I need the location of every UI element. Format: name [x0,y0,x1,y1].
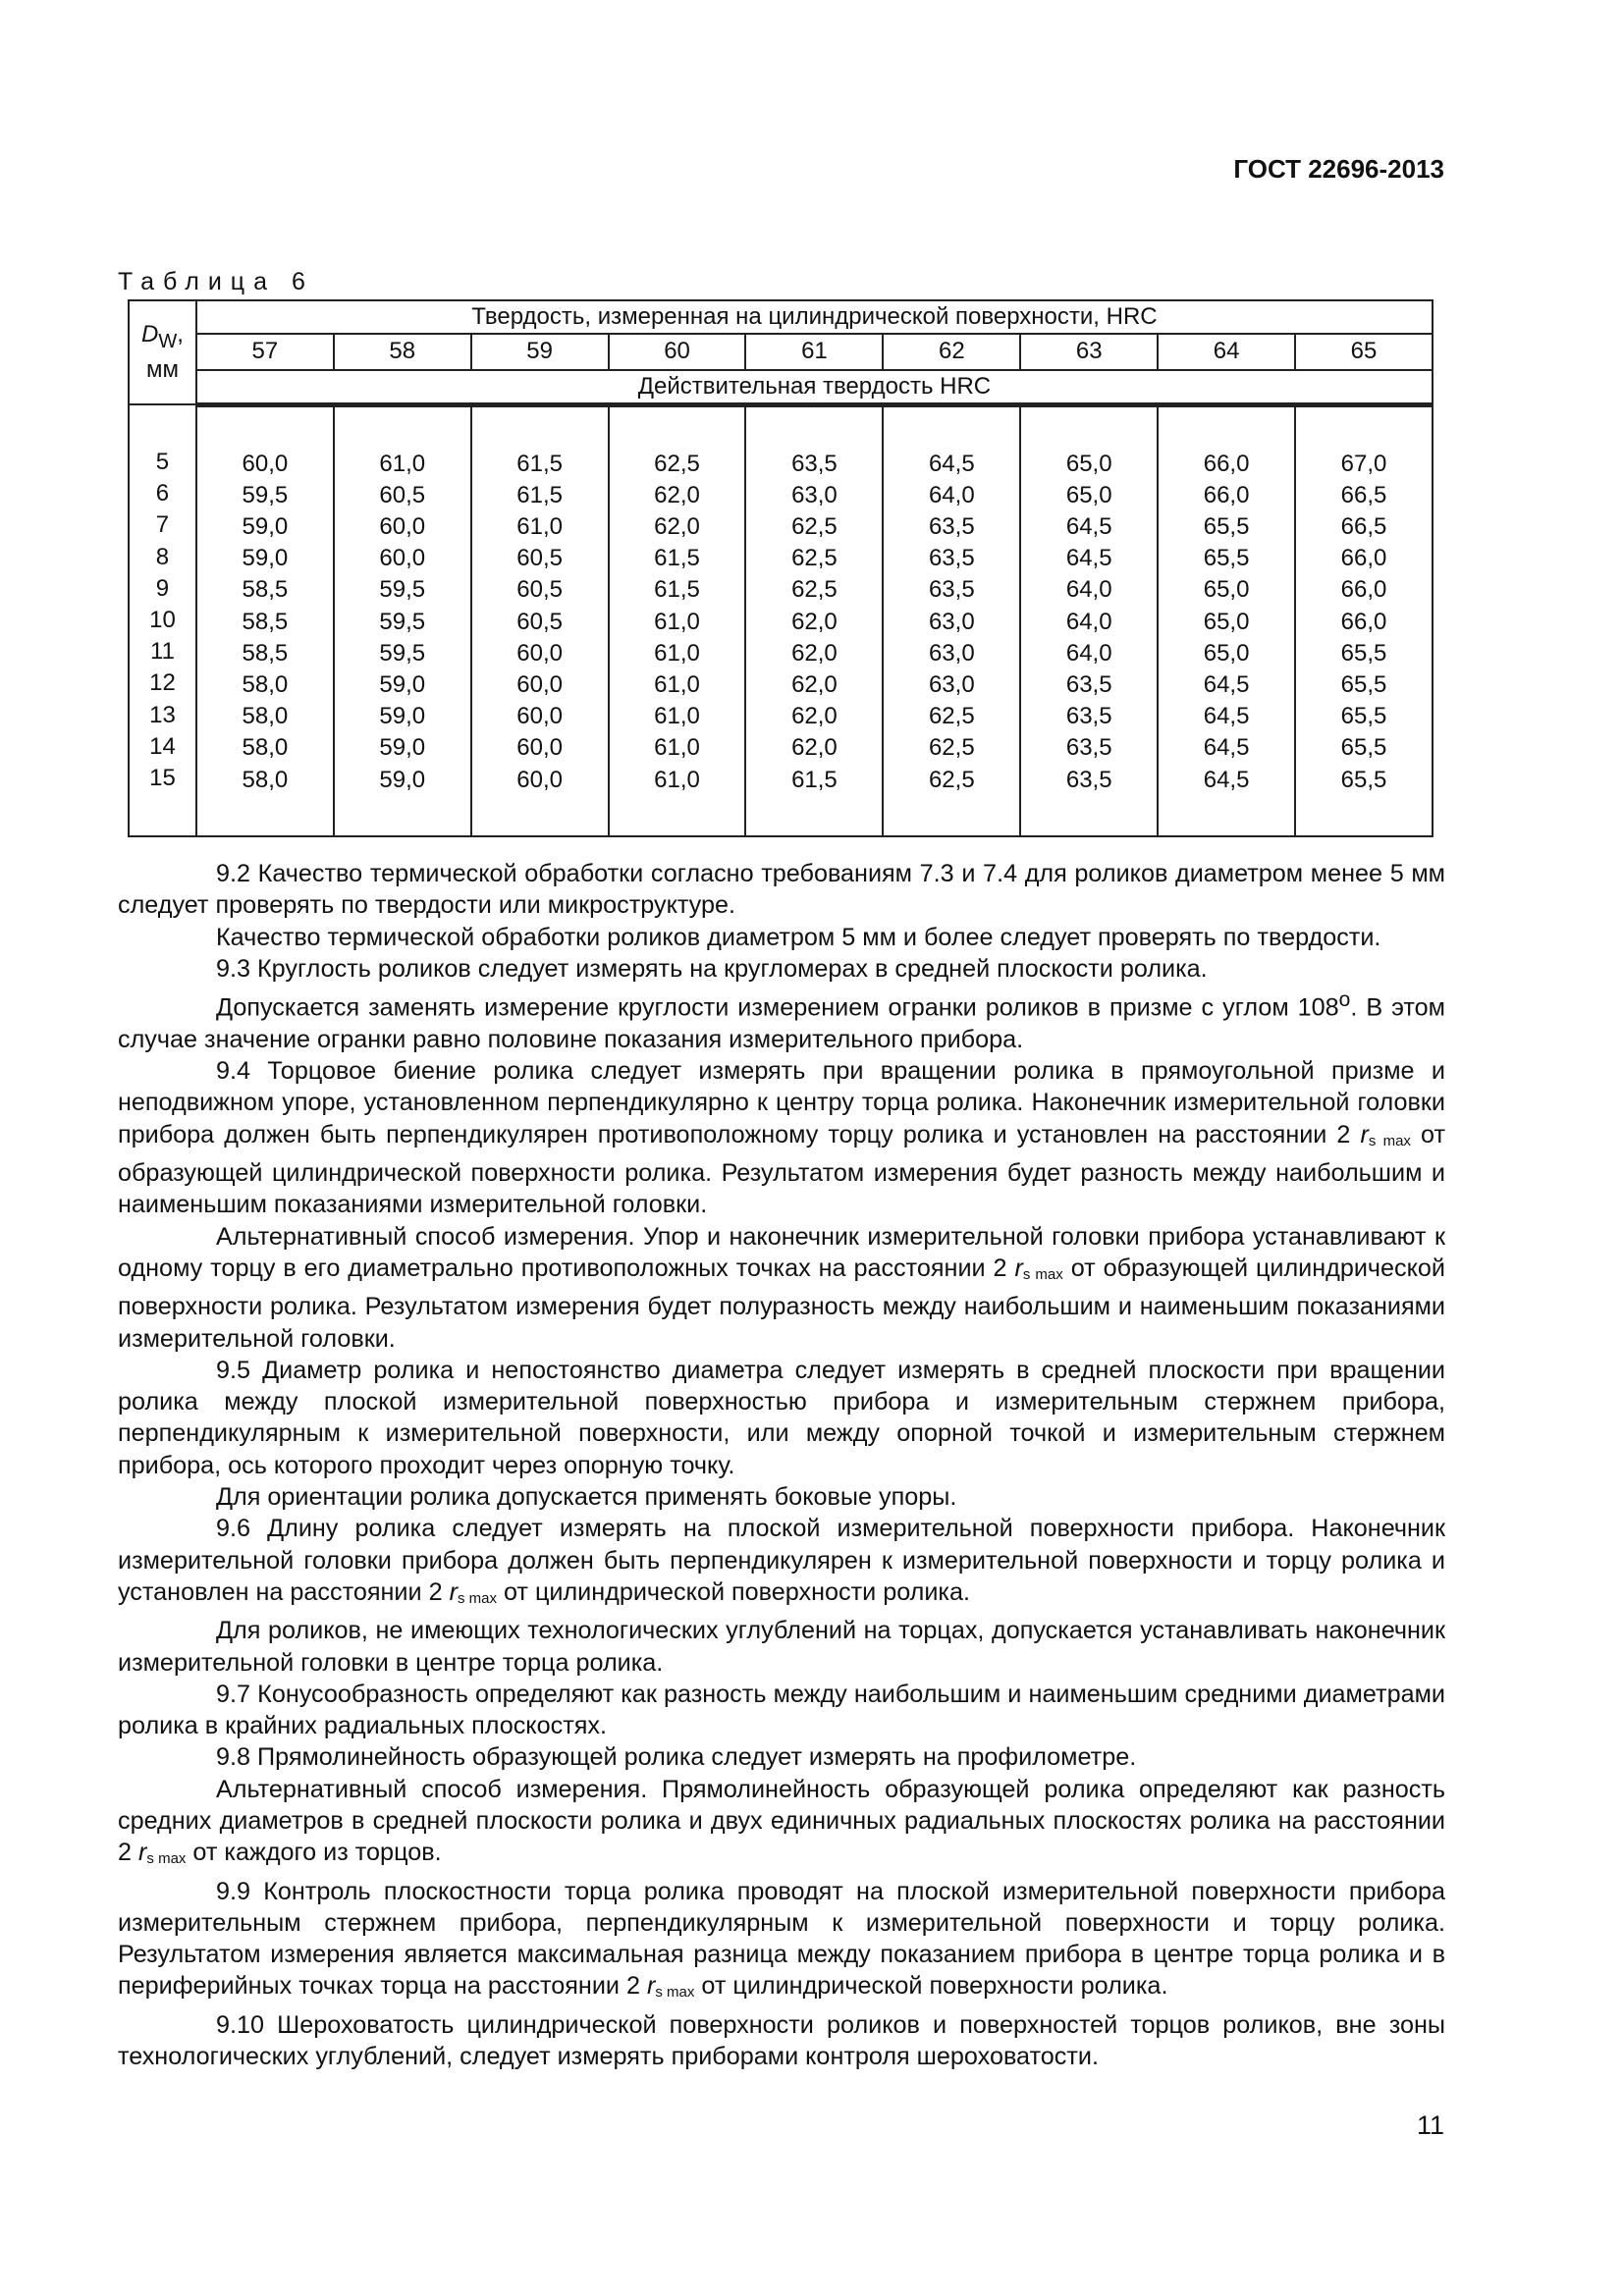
table-cell: 59,5 [379,639,426,667]
column-header-row [129,334,1433,370]
paragraph: 9.7 Конусообразность определяют как разность между наибольшим и наименьшим средними диаметрами ролика в крайних радиальных плоскостях. [118,1680,1445,1740]
text-run: от образующей цилиндрической поверхности ролика. Результатом измерения будет разность между наибольшим и наименьшим показаниями измерительной головки. [118,1120,1445,1219]
table-cell: 62,5 [791,545,838,572]
table-cell: 65,5 [1340,734,1387,762]
dw-symbol: D [141,320,159,347]
text-run: 9.4 Торцовое биение ролика следует измерять при вращении ролика в прямоугольной призме и неподвижном упоре, установленном перпендикулярно к центру торца ролика. Наконечник измерительной головки прибора должен быть перпендикулярен противоположному торцу ролика и установлен на расстоянии 2 [118,1057,1445,1148]
table-cell: 65,5 [1203,512,1250,540]
table-cell: 61,0 [654,766,700,793]
column-header: 63 [1020,334,1158,370]
value-column [883,404,1020,836]
group-header: Твердость, измеренная на цилиндрической поверхности, HRC [196,300,1433,334]
table-cell: 59,5 [242,481,289,508]
table-cell: 63,0 [791,481,838,508]
dw-unit: мм [145,356,179,384]
table-cell: 58,5 [242,639,289,667]
paragraph [118,1774,1445,1876]
table-cell: 60,0 [242,450,289,477]
table-cell: 65,0 [1203,639,1250,667]
text-run: от образующей цилиндрической поверхности ролика. Результатом измерения будет полуразность между наибольшим и наименьшим показаниями измерительной головки. [118,1254,1446,1353]
table-cell: 62,5 [654,450,700,477]
table-cell: 64,0 [1065,608,1112,635]
table-cell: 60,0 [379,545,426,572]
column-header: 59 [471,334,609,370]
paragraph: Для роликов, не имеющих технологических углублений на торцах, допускается устанавливать наконечник измерительной головки в центре торца ролика. [118,1617,1445,1677]
table-cell: 62,0 [791,608,838,635]
table-cell: 64,5 [928,450,975,477]
table-cell: 60,5 [516,545,563,572]
table-cell: 62,5 [928,766,975,793]
text-run: от цилиндрической поверхности ролика. [694,1972,1168,2001]
column-header: 61 [745,334,883,370]
degree-mark: о [1338,988,1351,1012]
table-cell: 66,0 [1340,608,1387,635]
table-cell: 63,5 [928,576,975,604]
table-cell: 64,0 [928,481,975,508]
value-column [745,404,883,836]
table-cell: 66,0 [1203,450,1250,477]
table-cell: 62,0 [791,639,838,667]
table-cell: 64,5 [1203,734,1250,762]
r-subscript: s max [146,1850,187,1868]
table-cell: 58,5 [242,608,289,635]
table-cell: 62,5 [928,734,975,762]
table-cell: 63,5 [928,512,975,540]
table-cell: 64,0 [1065,576,1112,604]
table-cell: 63,0 [928,639,975,667]
page-number: 11 [1416,2110,1444,2140]
dw-subscript: W [158,330,178,352]
r-symbol: r [449,1577,458,1606]
table-cell: 66,5 [1340,512,1387,540]
table-cell: 65,0 [1065,481,1112,508]
table-cell: 61,0 [379,450,426,477]
table-cell: 63,5 [928,545,975,572]
table-cell: 63,5 [1065,703,1112,730]
table-cell: 61,5 [516,481,563,508]
table-cell: 65,0 [1065,450,1112,477]
table-cell: 61,5 [516,450,563,477]
table-cell: 63,5 [1065,734,1112,762]
table-cell: 62,0 [791,703,838,730]
table-cell: 65,0 [1203,576,1250,604]
text-run: от цилиндрической поверхности ролика. [496,1577,971,1606]
table-cell: 64,5 [1065,512,1112,540]
table-cell: 60,0 [379,512,426,540]
table-cell: 65,5 [1340,703,1387,730]
paragraph [118,1876,1445,2009]
value-column [471,404,609,836]
column-header: 57 [196,334,334,370]
value-column [196,404,334,836]
table-cell: 61,0 [654,639,700,667]
table-caption: Таблица 6 [118,268,314,295]
table-cell: 61,5 [654,545,700,572]
dw-comma: , [177,320,184,347]
table-cell: 60,0 [516,734,563,762]
dw-value: 5 [155,449,170,475]
table-cell: 63,5 [791,450,838,477]
table-cell: 62,5 [791,512,838,540]
r-subscript: s max [1022,1265,1063,1283]
table-cell: 61,0 [654,608,700,635]
table-cell: 58,5 [242,576,289,604]
table-cell: 60,5 [516,576,563,604]
text-run: Альтернативный способ измерения. Прямолинейность образующей ролика определяют как разность средних диаметров в средней плоскости ролика и двух единичных радиальных плоскостях ролика на расстоянии 2 [118,1775,1445,1867]
table-cell: 59,5 [379,608,426,635]
table-cell: 64,5 [1065,545,1112,572]
table-cell: 62,0 [654,512,700,540]
r-symbol: r [138,1839,147,1867]
r-symbol: r [647,1972,656,2001]
table-cell: 65,5 [1203,545,1250,572]
table-cell: 61,0 [654,670,700,698]
table-cell: 64,5 [1203,703,1250,730]
table-cell: 62,0 [791,734,838,762]
table-cell: 65,0 [1203,608,1250,635]
dw-value: 6 [155,480,170,507]
sub-header: Действительная твердость HRC [196,370,1433,405]
table-cell: 65,5 [1340,766,1387,793]
table-cell: 59,0 [379,670,426,698]
column-header: 62 [883,334,1020,370]
table-cell: 63,5 [1065,670,1112,698]
text-run: от каждого из торцов. [186,1839,442,1867]
table-cell: 58,0 [242,703,289,730]
table-cell: 66,5 [1340,481,1387,508]
value-column [1295,404,1433,836]
table-cell: 58,0 [242,670,289,698]
paragraph: 9.10 Шероховатость цилиндрической поверхности роликов и поверхностей торцов роликов, вне зоны технологических углублений, следует измерять приборами контроля шероховатости. [118,2010,1445,2071]
text-run: Альтернативный способ измерения. Упор и наконечник измерительной головки прибора устанавливают к одному торцу в его диаметрально противоположных точках на расстоянии 2 [118,1222,1445,1282]
table-cell: 59,0 [379,734,426,762]
table-cell: 59,0 [379,703,426,730]
paragraph [118,1221,1445,1355]
table-cell: 58,0 [242,766,289,793]
text-run: . В этом случае значение огранки равно половине показания измерительного прибора. [118,993,1445,1053]
dw-column [129,404,196,836]
table-cell: 66,0 [1340,545,1387,572]
paragraph [118,1513,1445,1615]
table-cell: 61,5 [791,766,838,793]
table-cell: 60,5 [379,481,426,508]
table-cell: 58,0 [242,734,289,762]
table-cell: 59,0 [379,766,426,793]
body-text [118,858,1445,2072]
table-cell: 61,0 [654,703,700,730]
table-cell: 60,0 [516,639,563,667]
r-subscript: s max [457,1589,497,1607]
table-cell: 63,5 [1065,766,1112,793]
value-column [334,404,471,836]
document-code: ГОСТ 22696-2013 [1233,154,1444,184]
table-cell: 66,0 [1340,576,1387,604]
table-cell: 60,5 [516,608,563,635]
table-cell: 65,5 [1340,670,1387,698]
value-column [1158,404,1295,836]
table-cell: 61,0 [654,734,700,762]
table-cell: 64,5 [1203,766,1250,793]
r-symbol: r [1014,1254,1023,1282]
table-cell: 60,0 [516,703,563,730]
dw-value: 15 [149,765,176,792]
table-cell: 64,0 [1065,639,1112,667]
dw-value: 11 [150,638,175,666]
table-cell: 63,0 [928,670,975,698]
text-run: Допускается заменять измерение круглости измерением огранки роликов в призме с углом 108 [216,993,1339,1022]
paragraph [118,985,1445,1055]
table-header-row [129,300,1433,334]
paragraph: Для ориентации ролика допускается применять боковые упоры. [216,1483,957,1512]
value-column [609,404,746,836]
table-cell: 63,0 [928,608,975,635]
table-cell: 66,0 [1203,481,1250,508]
subheader-row [129,370,1433,405]
r-symbol: r [1360,1120,1369,1148]
column-header: 60 [609,334,746,370]
table-cell: 59,5 [379,576,426,604]
dw-value: 7 [155,511,170,539]
table-cell: 61,5 [654,576,700,604]
paragraph: 9.5 Диаметр ролика и непостоянство диаметра следует измерять в средней плоскости при вращении ролика между плоской измерительной поверхностью прибора и измерительным стержнем прибора, перпендикулярным к измерительной поверхности, или между опорной точкой и измерительным стержнем прибора, ось которого проходит через опорную точку. [118,1356,1445,1479]
paragraph: Качество термической обработки роликов диаметром 5 мм и более следует проверять по твердости. [216,923,1381,951]
table-body-row [129,404,1433,836]
table-cell: 62,5 [928,703,975,730]
table-cell: 59,0 [242,512,289,540]
column-header: 65 [1295,334,1433,370]
text-run: 9.6 Длину ролика следует измерять на плоской измерительной поверхности прибора. Наконечник измерительной головки прибора должен быть перпендикулярен к измерительной поверхности и торцу ролика и установлен на расстоянии 2 [118,1515,1445,1606]
value-column [1020,404,1158,836]
dw-value: 14 [149,732,176,760]
paragraph: 9.3 Круглость роликов следует измерять на кругломерах в средней плоскости ролика. [216,954,1208,983]
dw-value: 13 [149,701,176,728]
table-cell: 62,5 [791,576,838,604]
table-cell: 64,5 [1203,670,1250,698]
table-cell: 67,0 [1340,450,1387,477]
paragraph: 9.2 Качество термической обработки согласно требованиям 7.3 и 7.4 для роликов диаметром менее 5 мм следует проверять по твердости или микроструктуре. [118,860,1445,920]
r-subscript: s max [655,1984,695,2002]
text-run: 9.9 Контроль плоскостности торца ролика проводят на плоской измерительной поверхности прибора измерительным стержнем прибора, перпендикулярным к измерительной поверхности и торцу ролика. Результатом измерения является максимальная разница между показанием прибора в центре торца ролика и в периферийных точках торца на расстоянии 2 [118,1877,1445,2001]
hardness-table [128,299,1434,837]
table-cell: 60,0 [516,766,563,793]
table-cell: 62,0 [791,670,838,698]
dw-value: 9 [155,574,170,602]
table-cell: 65,5 [1340,639,1387,667]
dw-header-cell [129,300,196,404]
table-cell: 61,0 [516,512,563,540]
table-cell: 62,0 [654,481,700,508]
column-header: 58 [334,334,471,370]
r-subscript: s max [1368,1132,1411,1149]
dw-value: 10 [149,607,176,634]
dw-value: 8 [155,543,170,570]
table-cell: 59,0 [242,545,289,572]
paragraph [118,1055,1445,1220]
dw-value: 12 [149,669,176,697]
table-cell: 60,0 [516,670,563,698]
paragraph: 9.8 Прямолинейность образующей ролика следует измерять на профилометре. [216,1743,1137,1772]
column-header: 64 [1158,334,1295,370]
